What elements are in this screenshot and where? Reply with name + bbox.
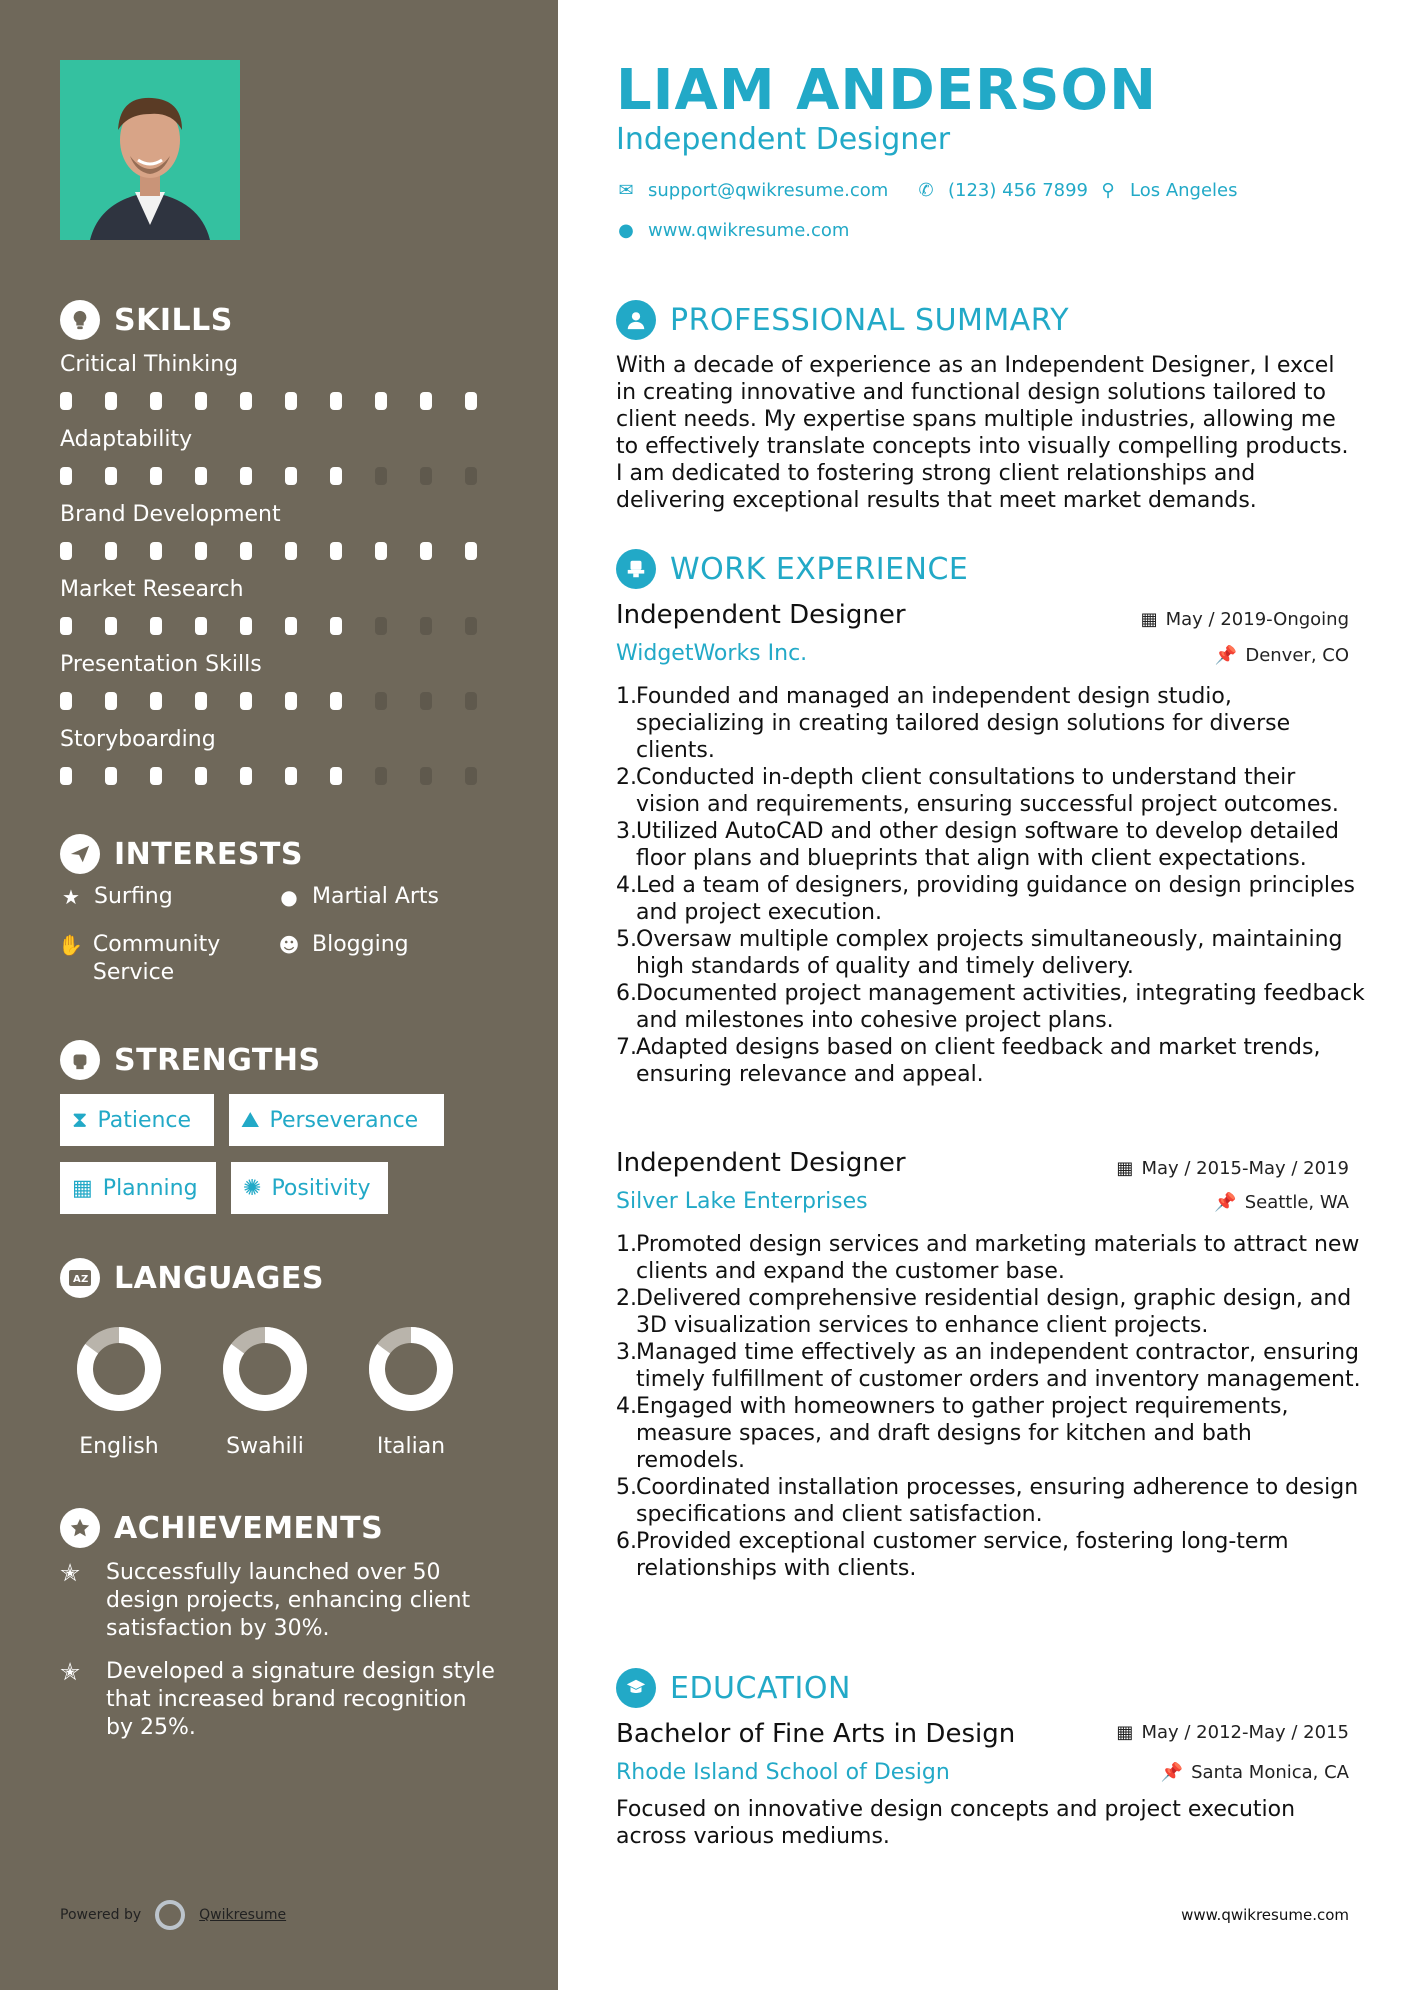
qwikresume-logo-icon	[155, 1900, 185, 1930]
skill-dot	[60, 617, 72, 635]
work-title: WORK EXPERIENCE	[670, 551, 969, 587]
shooting-star-icon: ✭	[60, 1559, 81, 1587]
language-ring	[366, 1324, 456, 1414]
skill-dot	[330, 617, 342, 635]
duty-number: 5.	[616, 1475, 637, 1500]
calendar-icon: ▦	[72, 1175, 93, 1201]
duty-number: 2.	[616, 1286, 637, 1311]
email-text[interactable]: support@qwikresume.com	[648, 180, 889, 201]
skill-dot	[105, 617, 117, 635]
interests-title: INTERESTS	[114, 836, 303, 872]
users-icon: ☻	[278, 933, 300, 957]
calendar-icon: ▦	[1116, 1722, 1134, 1743]
job-duty	[616, 683, 1366, 764]
star-badge-icon	[60, 1508, 100, 1548]
duty-text: Promoted design services and marketing materials to attract new clients and expand the customer base.	[636, 1232, 1360, 1284]
duty-text: Adapted designs based on client feedback and market trends, ensuring relevance and appeal.	[636, 1035, 1321, 1087]
globe-icon: ●	[618, 220, 634, 241]
skill-item	[60, 650, 510, 710]
strength-label: Planning	[102, 1175, 198, 1201]
education-title: EDUCATION	[670, 1670, 851, 1706]
languages-title: LANGUAGES	[114, 1260, 324, 1296]
job-duty	[616, 1285, 1366, 1339]
duty-number: 3.	[616, 1340, 637, 1365]
job-location-text: Denver, CO	[1245, 645, 1349, 666]
interest-label: Blogging	[312, 932, 409, 957]
skill-dot	[60, 467, 72, 485]
skill-dot	[240, 542, 252, 560]
job-duty	[616, 872, 1366, 926]
interests-heading	[60, 834, 303, 874]
skill-dot	[420, 392, 432, 410]
duty-number: 4.	[616, 873, 637, 898]
skills-heading	[60, 300, 233, 340]
main-content	[558, 0, 1407, 1990]
sidebar	[0, 0, 558, 1990]
job-duty	[616, 1393, 1366, 1474]
job-title: Independent Designer	[616, 600, 906, 630]
skill-dot	[375, 617, 387, 635]
skill-dot	[105, 767, 117, 785]
education-date-text: May / 2012-May / 2015	[1141, 1722, 1349, 1743]
education-location	[1161, 1762, 1349, 1783]
duty-number: 1.	[616, 1232, 637, 1257]
skill-dot	[195, 542, 207, 560]
user-icon	[616, 300, 656, 340]
strength-chip	[60, 1094, 214, 1146]
skill-dot	[150, 542, 162, 560]
achievement-item	[60, 1559, 500, 1643]
education-degree: Bachelor of Fine Arts in Design	[616, 1719, 1016, 1749]
skills-title: SKILLS	[114, 302, 233, 338]
job-title: Independent Designer	[616, 1148, 906, 1178]
skill-dot	[285, 542, 297, 560]
skill-rating	[60, 467, 510, 485]
job-duty	[616, 980, 1366, 1034]
language-label: Swahili	[226, 1434, 304, 1459]
skill-label: Storyboarding	[60, 727, 216, 752]
skill-dot	[465, 617, 477, 635]
skill-dot	[240, 617, 252, 635]
skill-dot	[150, 767, 162, 785]
skill-dot	[60, 767, 72, 785]
skill-dot	[465, 767, 477, 785]
duty-text: Delivered comprehensive residential design, graphic design, and 3D visualization services to enhance client projects.	[636, 1286, 1352, 1338]
skill-dot	[420, 692, 432, 710]
interest-label: Martial Arts	[312, 884, 440, 909]
phone-icon: ✆	[918, 180, 934, 201]
language-item	[59, 1324, 179, 1459]
duty-number: 6.	[616, 1529, 637, 1554]
contact-phone	[916, 180, 1088, 201]
achievement-text: Successfully launched over 50 design projects, enhancing client satisfaction by 30%.	[106, 1560, 471, 1641]
skill-dot	[330, 392, 342, 410]
language-item	[351, 1324, 471, 1459]
skill-dot	[195, 392, 207, 410]
interest-item	[276, 883, 439, 911]
skill-dot	[420, 467, 432, 485]
duty-text: Coordinated installation processes, ensuring adherence to design specifications and client satisfaction.	[636, 1475, 1359, 1527]
skill-dot	[195, 692, 207, 710]
skill-item	[60, 350, 510, 410]
svg-text:A: A	[73, 1274, 82, 1285]
skill-rating	[60, 767, 510, 785]
job-location	[1214, 1192, 1349, 1213]
strength-label: Perseverance	[269, 1107, 419, 1133]
skill-dot	[105, 392, 117, 410]
job-duty	[616, 926, 1366, 980]
graduation-icon	[616, 1668, 656, 1708]
skill-rating	[60, 692, 510, 710]
envelope-icon: ✉	[618, 180, 634, 201]
skill-dot	[285, 392, 297, 410]
skill-label: Market Research	[60, 577, 244, 602]
skill-dot	[465, 467, 477, 485]
language-ring	[220, 1324, 310, 1414]
phone-text: (123) 456 7899	[948, 180, 1089, 201]
strength-label: Positivity	[271, 1175, 371, 1201]
skill-dot	[285, 467, 297, 485]
duty-number: 4.	[616, 1394, 637, 1419]
skill-dot	[240, 467, 252, 485]
skill-dot	[420, 542, 432, 560]
education-location-text: Santa Monica, CA	[1191, 1762, 1349, 1783]
education-text: Focused on innovative design concepts and project execution across various mediums.	[616, 1797, 1296, 1849]
duty-text: Oversaw multiple complex projects simultaneously, maintaining high standards of quality and timely delivery.	[636, 927, 1343, 979]
skill-dot	[240, 692, 252, 710]
pin-icon: 📌	[1160, 1762, 1184, 1783]
powered-by-label: Powered by	[60, 1907, 142, 1923]
work-heading	[616, 549, 968, 589]
languages-heading	[60, 1258, 324, 1298]
language-label: Italian	[376, 1434, 446, 1459]
strength-chip	[231, 1162, 388, 1214]
duty-number: 5.	[616, 927, 637, 952]
duty-text: Conducted in-depth client consultations to understand their vision and requirements, ensuring successful project outcomes.	[636, 765, 1339, 817]
skill-label: Critical Thinking	[60, 352, 239, 377]
education-date	[1116, 1722, 1349, 1743]
job-duty	[616, 764, 1366, 818]
lightbulb-icon	[60, 300, 100, 340]
svg-text:Z: Z	[81, 1274, 89, 1285]
duty-number: 2.	[616, 765, 637, 790]
skill-dot	[465, 692, 477, 710]
skill-dot	[240, 767, 252, 785]
language-icon	[60, 1258, 100, 1298]
calendar-icon: ▦	[1116, 1158, 1134, 1179]
strength-chip	[60, 1162, 216, 1214]
calendar-icon: ▦	[1140, 609, 1158, 630]
candidate-role: Independent Designer	[616, 122, 951, 157]
powered-by	[60, 1900, 286, 1930]
achievement-item	[60, 1658, 500, 1742]
interest-item	[276, 931, 409, 959]
duty-number: 3.	[616, 819, 637, 844]
skill-item	[60, 425, 510, 485]
job-duty	[616, 818, 1366, 872]
job-duty	[616, 1528, 1366, 1582]
language-item	[205, 1324, 325, 1459]
job-date-text: May / 2015-May / 2019	[1141, 1158, 1349, 1179]
skill-dot	[330, 467, 342, 485]
skill-dot	[60, 542, 72, 560]
language-ring	[74, 1324, 164, 1414]
language-label: English	[79, 1434, 159, 1459]
skill-rating	[60, 392, 510, 410]
skill-dot	[60, 692, 72, 710]
skill-dot	[375, 392, 387, 410]
interest-item	[58, 931, 258, 987]
skill-dot	[375, 767, 387, 785]
duty-text: Founded and managed an independent design studio, specializing in creating tailored design solutions for diverse clients.	[636, 684, 1291, 763]
skill-dot	[420, 767, 432, 785]
duty-text: Provided exceptional customer service, fostering long-term relationships with clients.	[636, 1529, 1289, 1581]
strengths-heading	[60, 1040, 321, 1080]
summary-heading	[616, 300, 1069, 340]
candidate-name: LIAM ANDERSON	[616, 58, 1157, 123]
skill-label: Presentation Skills	[60, 652, 262, 677]
strength-chip	[229, 1094, 444, 1146]
qwikresume-link[interactable]: Qwikresume	[199, 1907, 287, 1923]
road-icon: ⛰	[241, 1107, 260, 1133]
job-duty	[616, 1474, 1366, 1528]
hourglass-icon: ⧗	[72, 1107, 88, 1133]
skill-dot	[150, 392, 162, 410]
interest-label: Community Service	[92, 932, 221, 985]
strengths-title: STRENGTHS	[114, 1042, 321, 1078]
strength-label: Patience	[97, 1107, 192, 1133]
skill-label: Brand Development	[60, 502, 281, 527]
duty-number: 7.	[616, 1035, 637, 1060]
job-duties-list	[616, 683, 1366, 1088]
skill-dot	[105, 467, 117, 485]
fist-icon	[60, 1040, 100, 1080]
globe-icon: ●	[280, 885, 298, 909]
skill-dot	[60, 392, 72, 410]
skill-dot	[375, 542, 387, 560]
skill-dot	[465, 392, 477, 410]
job-duty	[616, 1339, 1366, 1393]
skill-rating	[60, 617, 510, 635]
interest-label: Surfing	[94, 884, 173, 909]
job-location-text: Seattle, WA	[1244, 1192, 1349, 1213]
skill-dot	[330, 542, 342, 560]
achievements-heading	[60, 1508, 383, 1548]
job-location	[1215, 645, 1349, 666]
skill-dot	[285, 692, 297, 710]
job-duty	[616, 1034, 1366, 1088]
skill-dot	[285, 617, 297, 635]
achievements-title: ACHIEVEMENTS	[114, 1510, 384, 1546]
duty-text: Engaged with homeowners to gather project requirements, measure spaces, and draft designs for kitchen and bath remodels.	[636, 1394, 1289, 1473]
duty-number: 6.	[616, 981, 637, 1006]
skill-dot	[195, 767, 207, 785]
achievement-text: Developed a signature design style that increased brand recognition by 25%.	[106, 1659, 495, 1740]
contact-location	[1098, 180, 1238, 201]
skill-label: Adaptability	[60, 427, 193, 452]
pin-icon: 📌	[1214, 1192, 1237, 1213]
job-company: Silver Lake Enterprises	[616, 1189, 868, 1214]
skill-dot	[105, 692, 117, 710]
footer-website[interactable]: www.qwikresume.com	[1181, 1906, 1349, 1924]
star-icon: ★	[62, 885, 80, 909]
summary-text: With a decade of experience as an Independent Designer, I excel in creating innovative and functional design solutions tailored to client needs. My expertise spans multiple industries, allowing me to effectively translate concepts into visually compelling products. I am dedicated to fostering strong client relationships and delivering exceptional results that meet market demands.	[616, 353, 1349, 513]
sun-icon: ✺	[243, 1175, 262, 1201]
skill-dot	[105, 542, 117, 560]
location-text: Los Angeles	[1130, 180, 1238, 201]
job-date	[1116, 1158, 1349, 1179]
briefcase-icon	[616, 549, 656, 589]
skill-dot	[465, 542, 477, 560]
contact-email[interactable]	[616, 180, 888, 201]
job-duty	[616, 1231, 1366, 1285]
hand-icon: ✋	[58, 933, 83, 957]
contact-website[interactable]	[616, 220, 849, 241]
skill-dot	[330, 692, 342, 710]
duty-number: 1.	[616, 684, 637, 709]
skill-dot	[375, 467, 387, 485]
duty-text: Utilized AutoCAD and other design software to develop detailed floor plans and blueprints that align with client expectations.	[636, 819, 1339, 871]
skill-dot	[150, 692, 162, 710]
skill-dot	[285, 767, 297, 785]
summary-title: PROFESSIONAL SUMMARY	[670, 302, 1070, 338]
education-heading	[616, 1668, 851, 1708]
skill-item	[60, 500, 510, 560]
profile-photo	[60, 60, 240, 240]
skill-rating	[60, 542, 510, 560]
skill-dot	[375, 692, 387, 710]
shooting-star-icon: ✭	[60, 1658, 81, 1686]
duty-text: Led a team of designers, providing guidance on design principles and project execution.	[636, 873, 1355, 925]
duty-text: Managed time effectively as an independent contractor, ensuring timely fulfillment of customer orders and inventory management.	[636, 1340, 1361, 1392]
skill-dot	[330, 767, 342, 785]
skill-item	[60, 725, 510, 785]
interest-item	[58, 883, 173, 911]
skill-item	[60, 575, 510, 635]
skill-dot	[195, 467, 207, 485]
skill-dot	[150, 467, 162, 485]
skill-dot	[420, 617, 432, 635]
website-text[interactable]: www.qwikresume.com	[648, 220, 850, 241]
duty-text: Documented project management activities, integrating feedback and milestones into cohesive project plans.	[636, 981, 1365, 1033]
pin-icon: 📌	[1214, 645, 1238, 666]
skill-dot	[195, 617, 207, 635]
job-date-text: May / 2019-Ongoing	[1165, 609, 1349, 630]
map-pin-icon: ⚲	[1101, 180, 1115, 201]
job-date	[1141, 609, 1349, 630]
job-company: WidgetWorks Inc.	[616, 641, 808, 666]
skill-dot	[150, 617, 162, 635]
skill-dot	[240, 392, 252, 410]
job-duties-list	[616, 1231, 1366, 1582]
education-school: Rhode Island School of Design	[616, 1760, 950, 1785]
paper-plane-icon	[60, 834, 100, 874]
